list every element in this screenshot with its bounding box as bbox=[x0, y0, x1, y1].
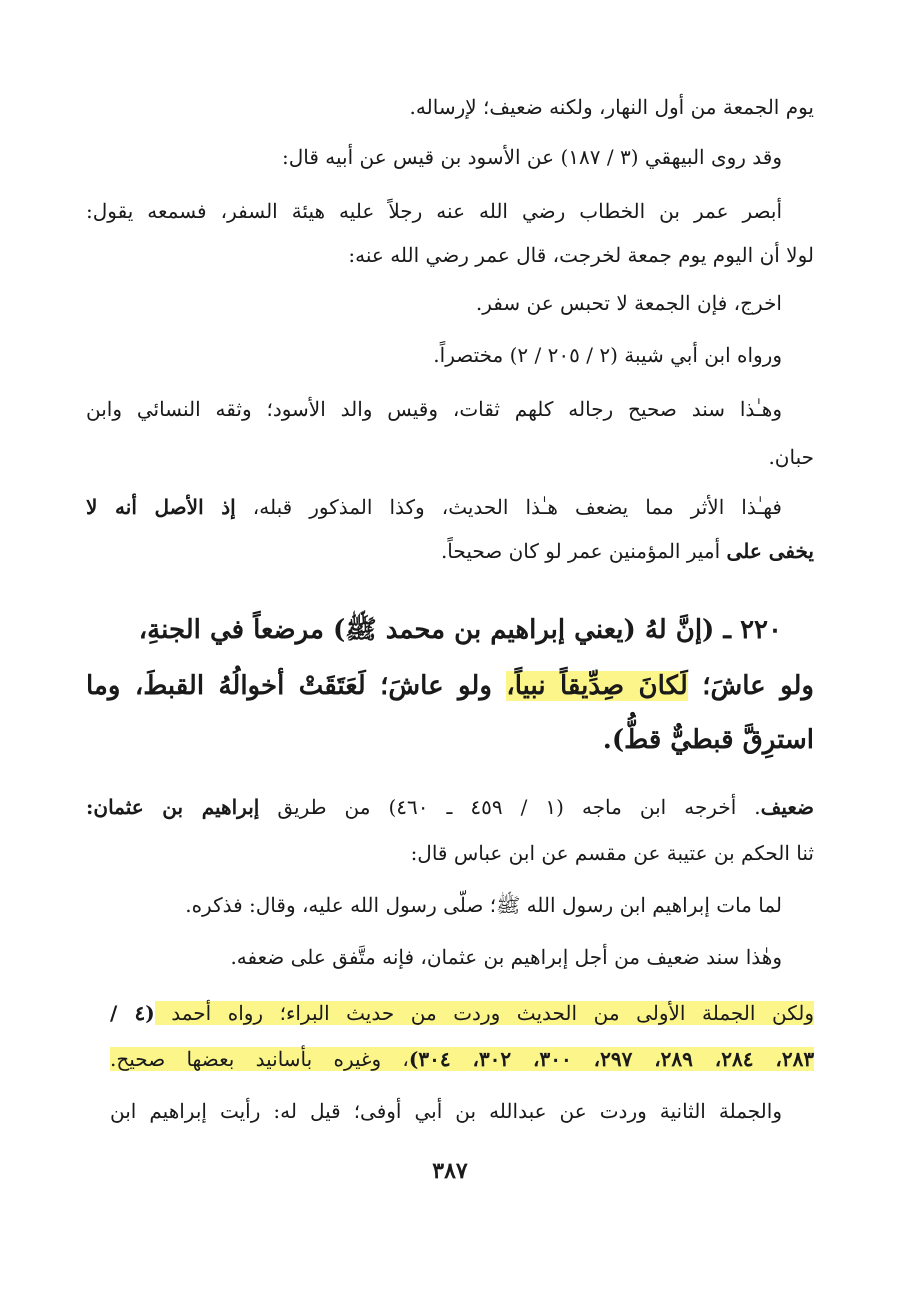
bold-span: إذ الأصل أنه لا bbox=[86, 495, 236, 519]
highlighted-span: ولكن الجملة الأولى من الحديث وردت من حديث البراء؛ رواه أحمد bbox=[154, 1001, 814, 1025]
text-span: ولو عاشَ؛ لَعَتَقَتْ أخوالُهُ القبطَ، وما bbox=[86, 671, 507, 701]
text-line: ثنا الحكم بن عتيبة عن مقسم عن ابن عباس قال: bbox=[410, 841, 814, 865]
text-line: حبان. bbox=[768, 445, 814, 469]
text-line: لما مات إبراهيم ابن رسول الله ﷺ؛ صلّى رسول الله عليه، وقال: فذكره. bbox=[185, 893, 782, 917]
bold-span: يخفى على bbox=[726, 539, 814, 563]
text-span: . أخرجه ابن ماجه (١ / ٤٥٩ ـ ٤٦٠) من طريق bbox=[259, 795, 761, 819]
text-line bbox=[86, 790, 814, 824]
highlighted-span: ٢٨٣، ٢٨٤، ٢٨٩، ٢٩٧، ٣٠٠، ٣٠٢، ٣٠٤) bbox=[408, 1047, 815, 1071]
text-line: وهـٰذا سند صحيح رجاله كلهم ثقات، وقيس والد الأسود؛ وثقه النسائي وابن bbox=[86, 397, 782, 421]
text-line: ورواه ابن أبي شيبة (٢ / ٢٠٥ / ٢) مختصراً. bbox=[433, 343, 782, 367]
text-line bbox=[86, 490, 782, 524]
text-line: لولا أن اليوم يوم جمعة لخرجت، قال عمر رضي الله عنه: bbox=[348, 243, 814, 267]
text-line: وهٰذا سند ضعيف من أجل إبراهيم بن عثمان، فإنه متَّفق على ضعفه. bbox=[230, 945, 782, 969]
text-line: اخرج، فإن الجمعة لا تحبس عن سفر. bbox=[475, 291, 782, 315]
highlighted-span: لَكانَ صِدِّيقاً نبياً، bbox=[506, 671, 688, 701]
highlighted-span: ، وغيره بأسانيد بعضها صحيح. bbox=[110, 1047, 409, 1071]
text-line: أبصر عمر بن الخطاب رضي الله عنه رجلاً عليه هيئة السفر، فسمعه يقول: bbox=[86, 199, 782, 223]
hadith-heading-line: ٢٢٠ ـ (إنَّ لهُ (يعني إبراهيم بن محمد ﷺ) مرضعاً في الجنةِ، bbox=[138, 615, 782, 645]
bold-span: إبراهيم بن عثمان: bbox=[86, 795, 260, 819]
text-span: فهـٰذا الأثر مما يضعف هـٰذا الحديث، وكذا المذكور قبله، bbox=[235, 495, 782, 519]
text-line: والجملة الثانية وردت عن عبدالله بن أبي أوفى؛ قيل له: رأيت إبراهيم ابن bbox=[110, 1099, 782, 1123]
text-span: ولو عاشَ؛ bbox=[687, 671, 814, 701]
bold-span: ضعيف bbox=[760, 795, 815, 819]
hadith-heading-line: استرِقَّ قبطيٌّ قطُّ). bbox=[602, 725, 814, 755]
text-line bbox=[110, 1042, 814, 1076]
bold-span: (٤ / bbox=[110, 1001, 155, 1025]
text-line bbox=[441, 534, 814, 568]
page-number: ٣٨٧ bbox=[432, 1158, 468, 1184]
text-span: أمير المؤمنين عمر لو كان صحيحاً. bbox=[440, 539, 727, 563]
text-line bbox=[110, 996, 814, 1030]
hadith-heading-line bbox=[86, 664, 814, 708]
text-line: يوم الجمعة من أول النهار، ولكنه ضعيف؛ لإرساله. bbox=[409, 95, 814, 119]
text-line: وقد روى البيهقي (٣ / ١٨٧) عن الأسود بن قيس عن أبيه قال: bbox=[281, 145, 782, 169]
